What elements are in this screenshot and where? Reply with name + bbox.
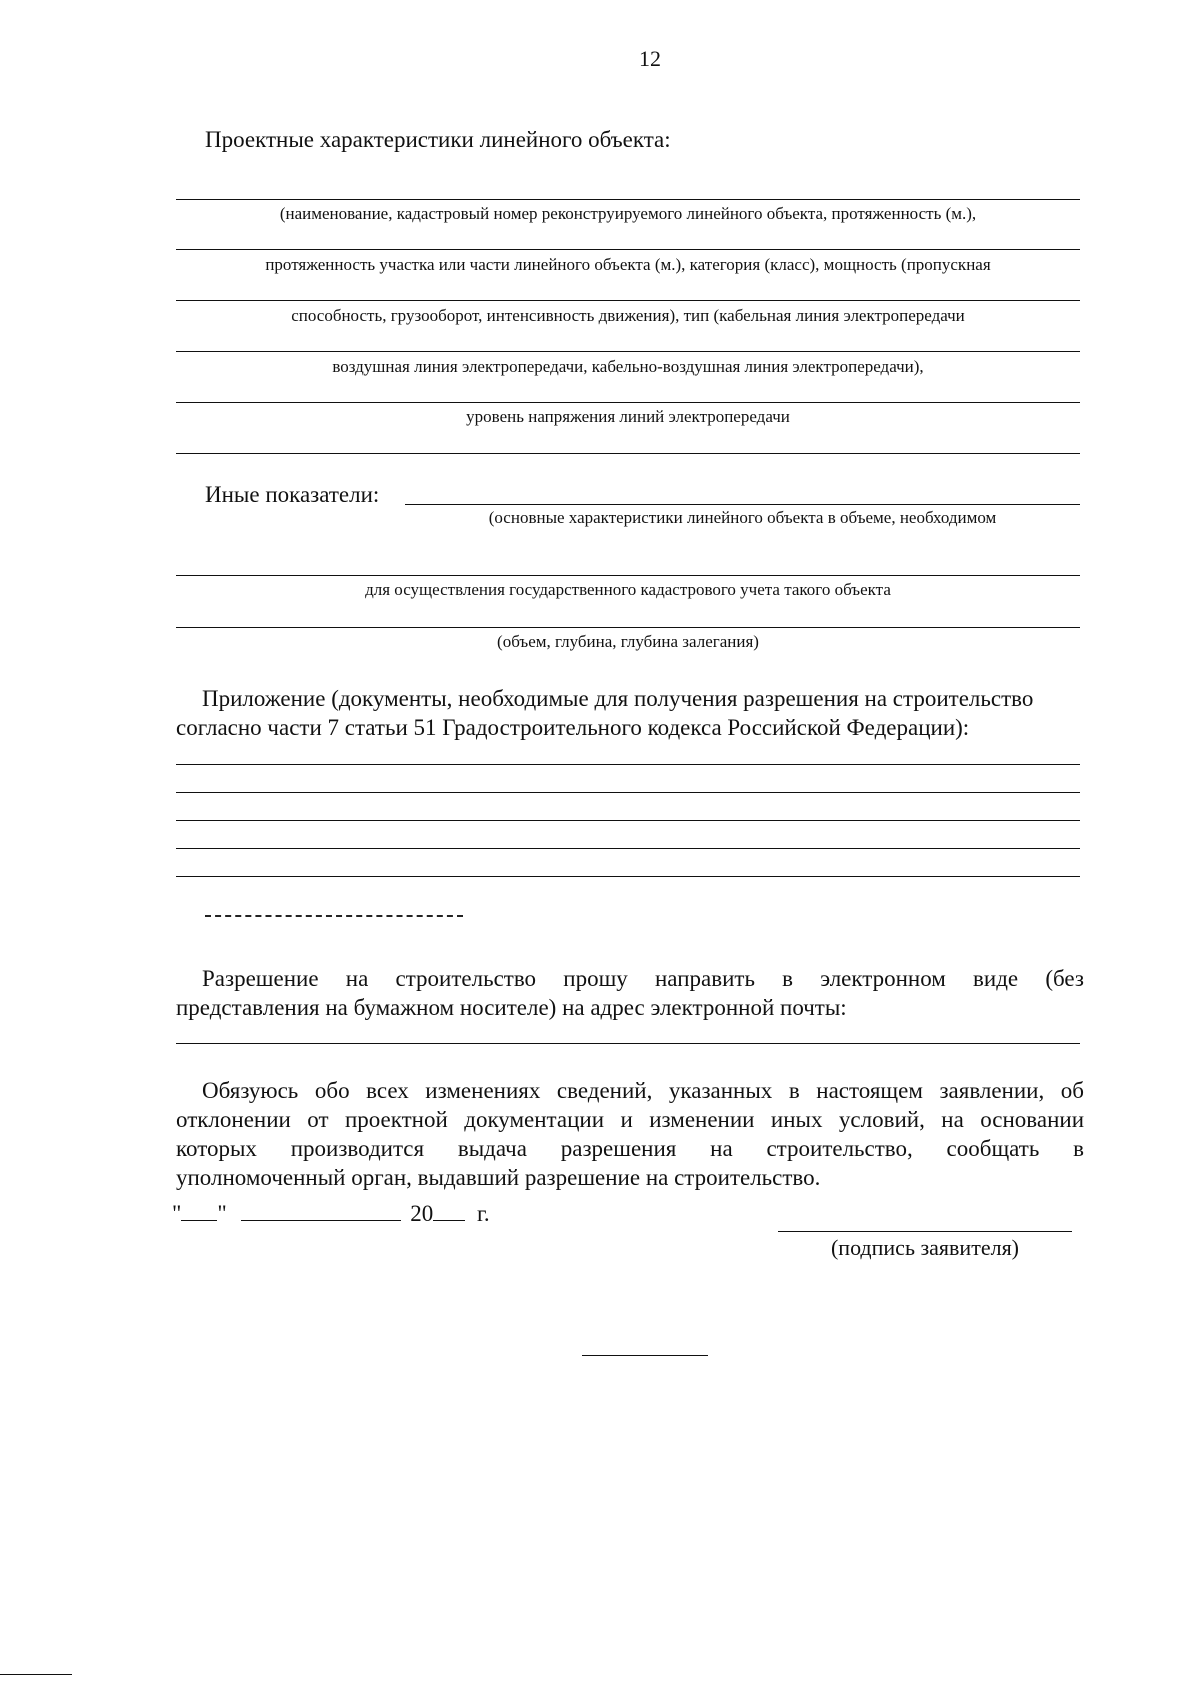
attachments-line-2: согласно части 7 статьи 51 Градостроительного кодекса Российской Федерации): xyxy=(176,715,970,740)
attachment-line[interactable] xyxy=(176,876,1080,877)
caption-voltage-level: уровень напряжения линий электропередачи xyxy=(466,407,790,426)
section-heading-project-characteristics: Проектные характеристики линейного объекта: xyxy=(205,127,671,152)
footer-artifact-line xyxy=(0,1674,72,1675)
attachment-line[interactable] xyxy=(176,848,1080,849)
year-prefix: 20 xyxy=(410,1201,434,1226)
caption-main-characteristics: (основные характеристики линейного объекта в объеме, необходимом xyxy=(488,508,997,527)
page-number: 12 xyxy=(639,46,661,71)
fill-line[interactable] xyxy=(176,627,1080,628)
dashed-separator xyxy=(205,915,463,917)
fill-line[interactable] xyxy=(176,300,1080,301)
attachment-line[interactable] xyxy=(176,764,1080,765)
fill-line[interactable] xyxy=(176,351,1080,352)
obligation-line-4: уполномоченный орган, выдавший разрешение на строительство. xyxy=(176,1165,821,1190)
day-blank[interactable] xyxy=(181,1200,217,1221)
attachment-line[interactable] xyxy=(176,792,1080,793)
year-blank[interactable] xyxy=(433,1200,465,1221)
fill-line[interactable] xyxy=(176,249,1080,250)
date-field xyxy=(172,1200,490,1227)
caption-length-category: протяженность участка или части линейного объекта (м.), категория (класс), мощность (пропускная xyxy=(265,255,991,274)
caption-capacity-type: способность, грузооборот, интенсивность движения), тип (кабельная линия электропередачи xyxy=(291,306,965,325)
obligation-paragraph xyxy=(176,1076,1084,1192)
obligation-line-3: которых производится выдача разрешения на строительство, сообщать в xyxy=(176,1136,1084,1161)
electronic-line-1: Разрешение на строительство прошу направить в электронном виде (без xyxy=(202,966,1084,991)
attachments-paragraph xyxy=(176,684,1084,742)
fill-line[interactable] xyxy=(176,402,1080,403)
signature-line[interactable] xyxy=(778,1231,1072,1232)
month-blank[interactable] xyxy=(241,1200,401,1221)
caption-volume-depth: (объем, глубина, глубина залегания) xyxy=(497,632,759,651)
caption-cadastral-registration: для осуществления государственного кадастрового учета такого объекта xyxy=(365,580,891,599)
signature-caption: (подпись заявителя) xyxy=(830,1235,1020,1260)
attachments-line-1: Приложение (документы, необходимые для получения разрешения на строительство xyxy=(202,686,1034,711)
year-suffix: г. xyxy=(477,1201,490,1226)
fill-line[interactable] xyxy=(176,199,1080,200)
attachment-line[interactable] xyxy=(176,820,1080,821)
electronic-delivery-paragraph xyxy=(176,964,1084,1022)
fill-line[interactable] xyxy=(176,453,1080,454)
email-fill-line[interactable] xyxy=(176,1043,1080,1044)
other-indicators-fill-line[interactable] xyxy=(405,504,1080,505)
obligation-line-1: Обязуюсь обо всех изменениях сведений, указанных в настоящем заявлении, об xyxy=(202,1078,1084,1103)
date-quote-open: " xyxy=(172,1201,182,1226)
electronic-line-2: представления на бумажном носителе) на адрес электронной почты: xyxy=(176,995,847,1020)
other-indicators-label: Иные показатели: xyxy=(205,482,380,507)
date-quote-close: " xyxy=(217,1201,227,1226)
obligation-line-2: отклонении от проектной документации и изменении иных условий, на основании xyxy=(176,1107,1084,1132)
end-of-document-line xyxy=(582,1355,708,1356)
caption-line-types: воздушная линия электропередачи, кабельно-воздушная линия электропередачи), xyxy=(332,357,924,376)
caption-name-cadastral: (наименование, кадастровый номер реконструируемого линейного объекта, протяженность (м.), xyxy=(279,204,977,223)
fill-line[interactable] xyxy=(176,575,1080,576)
